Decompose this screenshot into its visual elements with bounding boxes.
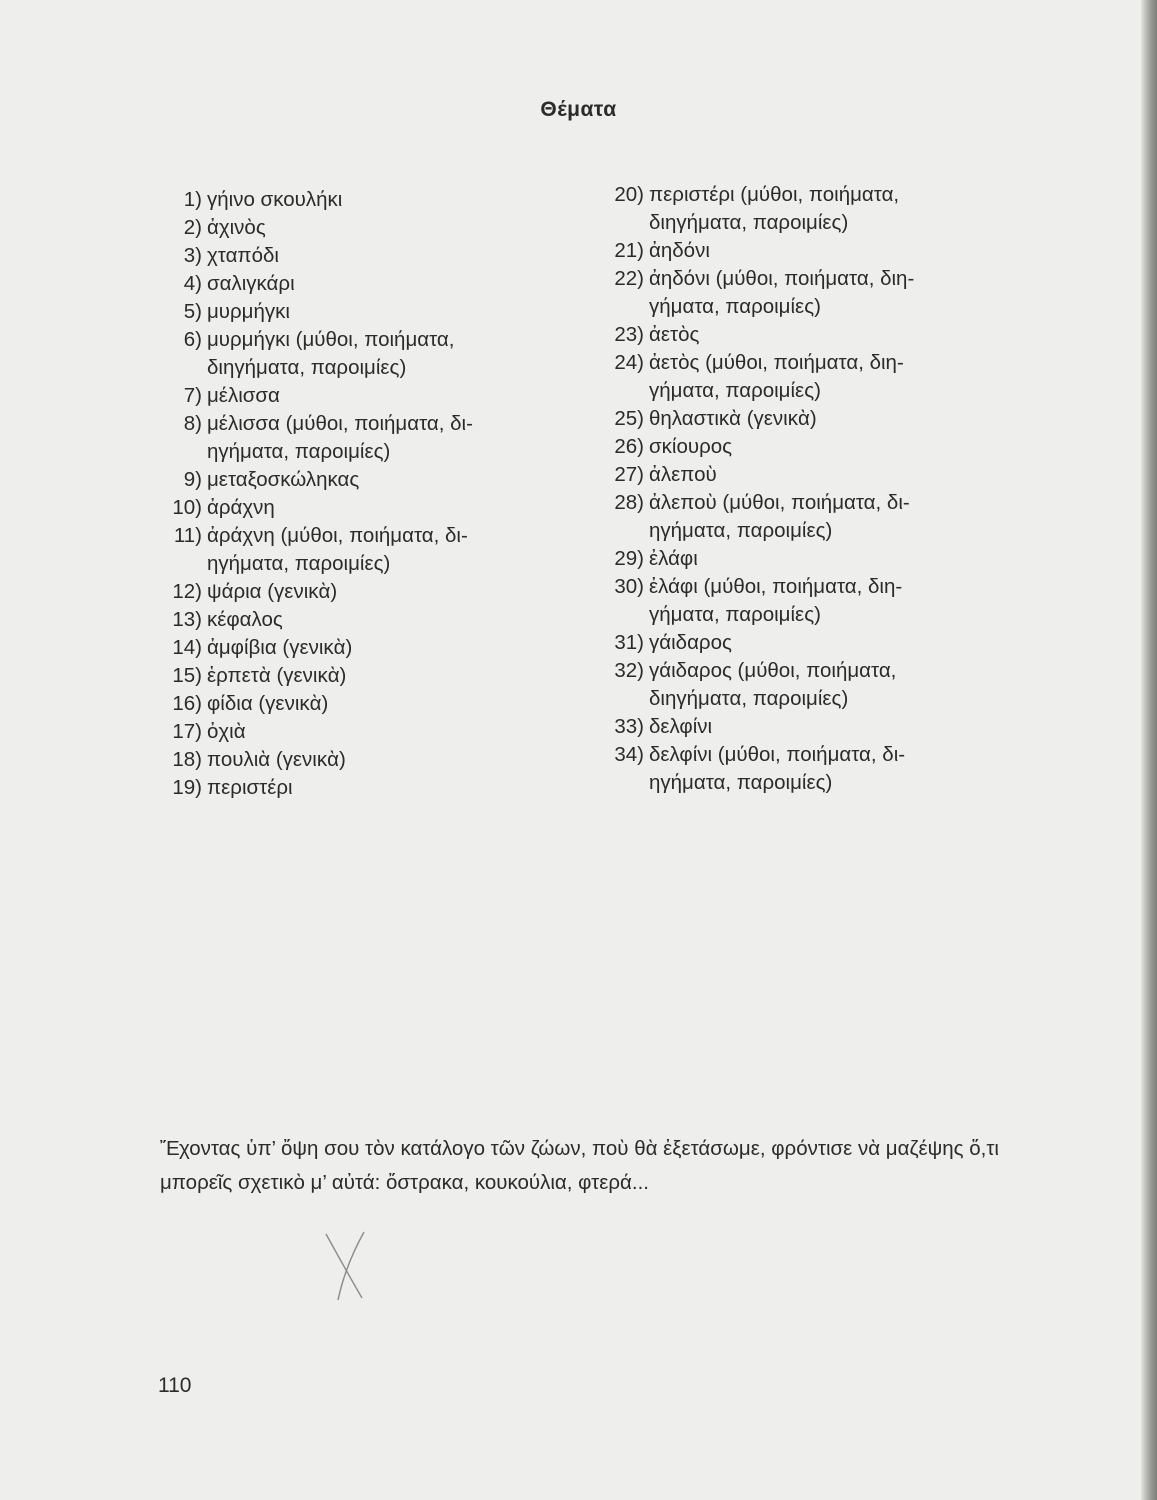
topic-number: 6) (183, 328, 202, 351)
topic-number: 8) (183, 412, 202, 435)
topic-text (207, 690, 575, 718)
topic-item (597, 461, 1007, 489)
topic-item (155, 494, 575, 522)
topic-text-line: ἀλεποὺ (649, 463, 717, 486)
topic-number: 20) (614, 183, 644, 206)
topic-number: 5) (183, 300, 202, 323)
topic-item (597, 237, 1007, 265)
topic-item (155, 690, 575, 718)
topic-text-line: ψάρια (γενικὰ) (207, 580, 338, 603)
topic-text-line: διηγήματα, παροιμίες) (649, 687, 849, 710)
topic-text (649, 321, 1007, 349)
topic-number: 11) (173, 524, 202, 547)
topic-text (207, 270, 575, 298)
topic-text-line: γήματα, παροιμίες) (649, 603, 821, 626)
topic-text (207, 410, 575, 466)
topic-text-line: ἀχινὸς (207, 216, 266, 239)
topic-item (597, 489, 1007, 545)
topic-text (649, 405, 1007, 433)
topic-number: 22) (614, 267, 644, 290)
topic-text-line: ἐλάφι (649, 547, 698, 570)
topic-text (649, 461, 1007, 489)
topic-number: 33) (614, 715, 644, 738)
topic-text (207, 578, 575, 606)
topic-text (649, 265, 1007, 321)
topic-number: 14) (172, 636, 202, 659)
topic-text (207, 634, 575, 662)
topic-text-line: δελφίνι (μύθοι, ποιήματα, δι- (649, 743, 906, 766)
topic-item (597, 657, 1007, 713)
topic-text (207, 718, 575, 746)
topic-text (207, 494, 575, 522)
topic-text-line: κέφαλος (207, 608, 283, 631)
topic-text-line: γάιδαρος (649, 631, 732, 654)
topic-number: 18) (172, 748, 202, 771)
topic-text-line: μυρμήγκι (207, 300, 290, 323)
topic-number: 1) (183, 188, 202, 211)
topic-item (597, 265, 1007, 321)
topic-item (155, 466, 575, 494)
topic-item (155, 214, 575, 242)
topic-text (207, 214, 575, 242)
topic-number: 3) (183, 244, 202, 267)
topic-text-line: ἀηδόνι (649, 239, 710, 262)
topic-text (207, 466, 575, 494)
topic-item (155, 522, 575, 578)
topic-item (597, 545, 1007, 573)
topic-text-line: γάιδαρος (μύθοι, ποιήματα, (649, 659, 897, 682)
topic-number: 15) (172, 664, 202, 687)
topic-item (597, 741, 1007, 797)
topic-text-line: ηγήματα, παροιμίες) (207, 552, 391, 575)
topic-text-line: χταπόδι (207, 244, 279, 267)
topic-number: 19) (172, 776, 202, 799)
page-number: 110 (158, 1374, 192, 1397)
topic-item (597, 629, 1007, 657)
topic-text-line: διηγήματα, παροιμίες) (207, 356, 407, 379)
page-edge-shadow (1141, 0, 1157, 1500)
topic-text-line: περιστέρι (μύθοι, ποιήματα, (649, 183, 900, 206)
topic-text-line: μέλισσα (207, 384, 280, 407)
topic-text-line: δελφίνι (649, 715, 713, 738)
topic-text (207, 242, 575, 270)
topic-number: 29) (614, 547, 644, 570)
topic-item (597, 321, 1007, 349)
topic-text-line: διηγήματα, παροιμίες) (649, 211, 849, 234)
pencil-x-mark (318, 1230, 368, 1302)
topic-text-line: ἀμφίβια (γενικὰ) (207, 636, 353, 659)
topic-text-line: ἀετὸς (μύθοι, ποιήματα, διη- (649, 351, 904, 374)
topic-text (649, 433, 1007, 461)
topic-text (207, 326, 575, 382)
instruction-paragraph: Ἔχοντας ὑπ’ ὄψη σου τὸν κατάλογο τῶν ζώων, ποὺ θὰ ἐξετάσωμε, φρόντισε νὰ μαζέψης ὅ,τι μπορεῖς σχετικὸ μ’ αὐτά: ὄστρακα, κουκούλια, φτερά... (160, 1137, 999, 1194)
topic-list-left (155, 186, 575, 802)
topic-text-line: γήματα, παροιμίες) (649, 295, 821, 318)
topic-item (597, 573, 1007, 629)
topic-number: 28) (614, 491, 644, 514)
topic-number: 10) (172, 496, 202, 519)
topic-item (155, 186, 575, 214)
topic-number: 2) (183, 216, 202, 239)
topic-number: 9) (183, 468, 202, 491)
topic-text (649, 657, 1007, 713)
topic-text-line: ηγήματα, παροιμίες) (649, 519, 833, 542)
topic-item (597, 349, 1007, 405)
topic-text-line: ηγήματα, παροιμίες) (207, 440, 391, 463)
topic-item (155, 382, 575, 410)
topic-text (207, 298, 575, 326)
topic-text (207, 606, 575, 634)
topic-text (207, 662, 575, 690)
topic-text (649, 629, 1007, 657)
topic-number: 16) (172, 692, 202, 715)
topic-text-line: ὀχιὰ (207, 720, 246, 743)
topic-text (649, 349, 1007, 405)
topic-text-line: πουλιὰ (γενικὰ) (207, 748, 346, 771)
topic-text (649, 713, 1007, 741)
topic-text (207, 186, 575, 214)
topic-text (207, 746, 575, 774)
topic-list-right (597, 181, 1007, 797)
topic-number: 4) (183, 272, 202, 295)
topic-item (597, 433, 1007, 461)
topic-number: 27) (614, 463, 644, 486)
topic-number: 7) (183, 384, 202, 407)
topic-number: 30) (614, 575, 644, 598)
topic-text-line: μυρμήγκι (μύθοι, ποιήματα, (207, 328, 455, 351)
topic-item (155, 662, 575, 690)
topic-item (155, 410, 575, 466)
topic-item (155, 326, 575, 382)
topic-text (207, 382, 575, 410)
topic-text (649, 489, 1007, 545)
topic-text-line: μεταξοσκώληκας (207, 468, 360, 491)
topic-text-line: ἀράχνη (207, 496, 275, 519)
topic-text-line: ηγήματα, παροιμίες) (649, 771, 833, 794)
topic-item (597, 713, 1007, 741)
topic-text (649, 741, 1007, 797)
topic-item (155, 634, 575, 662)
topic-item (155, 298, 575, 326)
topic-text (649, 181, 1007, 237)
topic-item (155, 746, 575, 774)
topic-text-line: ἀράχνη (μύθοι, ποιήματα, δι- (207, 524, 468, 547)
topic-item (155, 578, 575, 606)
topic-number: 31) (614, 631, 644, 654)
topic-number: 17) (172, 720, 202, 743)
topic-text-line: ἐλάφι (μύθοι, ποιήματα, διη- (649, 575, 903, 598)
topic-text (649, 545, 1007, 573)
topic-number: 25) (614, 407, 644, 430)
topic-text-line: ἀετὸς (649, 323, 700, 346)
topic-item (597, 405, 1007, 433)
topic-number: 24) (614, 351, 644, 374)
topic-text-line: ἀλεποὺ (μύθοι, ποιήματα, δι- (649, 491, 910, 514)
topic-text-line: σαλιγκάρι (207, 272, 295, 295)
topic-text (207, 522, 575, 578)
topic-number: 12) (172, 580, 202, 603)
topic-text-line: γήινο σκουλήκι (207, 188, 343, 211)
topic-text-line: μέλισσα (μύθοι, ποιήματα, δι- (207, 412, 473, 435)
topic-item (155, 774, 575, 802)
topic-text (649, 237, 1007, 265)
topic-number: 23) (614, 323, 644, 346)
topic-text-line: ἑρπετὰ (γενικὰ) (207, 664, 347, 687)
topic-text-line: σκίουρος (649, 435, 733, 458)
topic-number: 32) (614, 659, 644, 682)
topic-number: 21) (614, 239, 644, 262)
topic-item (155, 606, 575, 634)
topic-text-line: ἀηδόνι (μύθοι, ποιήματα, διη- (649, 267, 915, 290)
topic-text-line: φίδια (γενικὰ) (207, 692, 329, 715)
topic-text-line: θηλαστικὰ (γενικὰ) (649, 407, 817, 430)
topic-text (649, 573, 1007, 629)
topic-text-line: περιστέρι (207, 776, 293, 799)
topic-item (155, 242, 575, 270)
topic-text (207, 774, 575, 802)
topic-item (597, 181, 1007, 237)
topic-number: 13) (172, 608, 202, 631)
page-title: Θέματα (540, 98, 617, 121)
topic-text-line: γήματα, παροιμίες) (649, 379, 821, 402)
topic-item (155, 718, 575, 746)
topic-number: 34) (614, 743, 644, 766)
topic-item (155, 270, 575, 298)
topic-number: 26) (614, 435, 644, 458)
